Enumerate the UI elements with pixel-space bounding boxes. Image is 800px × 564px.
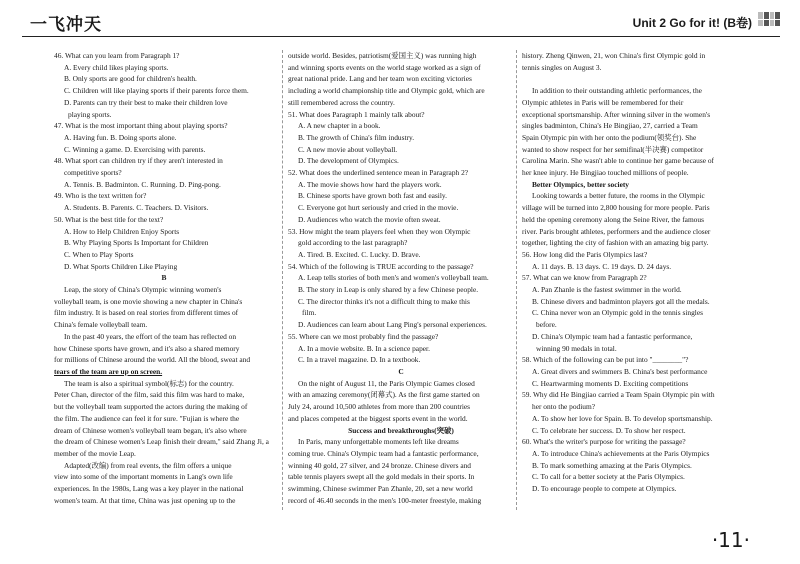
text-line: the dream of Chinese women's Leap finish their dream," said Zhang Ji, a bbox=[54, 437, 269, 447]
text-line: The team is also a spiritual symbol(标志) for the country. bbox=[64, 378, 234, 388]
text-line: experiences. In the 1980s, Lang was a key player in the national bbox=[54, 484, 244, 494]
text-line: C. In a travel magazine. D. In a textbook. bbox=[298, 355, 421, 365]
text-line: A. Tennis. B. Badminton. C. Running. D. Ping-pong. bbox=[64, 179, 221, 189]
text-line: tears of the team are up on screen. bbox=[54, 366, 163, 376]
text-line: Leap, the story of China's Olympic winning women's bbox=[64, 285, 222, 295]
text-line: wanted to show respect for her semifinal(半决赛) competitor bbox=[522, 144, 704, 154]
page-number: ·11· bbox=[711, 528, 750, 552]
text-line: women's team. At that time, China was just opening up to the bbox=[54, 495, 236, 505]
text-line: her onto the podium? bbox=[532, 402, 596, 412]
text-line: In addition to their outstanding athletic performances, the bbox=[532, 86, 702, 96]
text-line: gold according to the last paragraph? bbox=[298, 238, 408, 248]
text-line: C. Heartwarming moments D. Exciting competitions bbox=[532, 378, 689, 388]
text-line: A. A new chapter in a book. bbox=[298, 121, 381, 131]
column-left bbox=[54, 50, 274, 506]
text-line: singles badminton, China's He Bingjiao, 27, carried a Team bbox=[522, 121, 698, 131]
column-divider bbox=[282, 50, 283, 510]
text-line: 53. How might the team players feel when they won Olympic bbox=[288, 226, 471, 236]
text-line: 50. What is the best title for the text? bbox=[54, 214, 164, 224]
column-right bbox=[522, 50, 750, 495]
text-line: dream of Chinese women's volleyball team began, it's also where bbox=[54, 425, 247, 435]
text-line: A. 11 days. B. 13 days. C. 19 days. D. 24 days. bbox=[532, 261, 672, 271]
text-line: 59. Why did He Bingjiao carried a Team Spain Olympic pin with bbox=[522, 390, 715, 400]
column-middle bbox=[288, 50, 514, 506]
text-line: great national pride. Lang and her team won exciting victories bbox=[288, 74, 472, 84]
text-line: held the opening ceremony along the Seine River, the famous bbox=[522, 214, 704, 224]
text-line: outside world. Besides, patriotism(爱国主义) was running high bbox=[288, 51, 477, 60]
brand-logo: 一飞冲天 bbox=[30, 15, 102, 35]
text-line: film. bbox=[302, 308, 317, 318]
text-line: together, lighting the city of fashion with an amazing big party. bbox=[522, 238, 709, 248]
text-line: swimming, Chinese swimmer Pan Zhanle, 20, set a new world bbox=[288, 484, 473, 494]
text-line: C. When to Play Sports bbox=[64, 249, 134, 259]
text-line: In the past 40 years, the effort of the team has reflected on bbox=[64, 331, 237, 341]
text-line: Success and breakthroughs(突破) bbox=[348, 425, 454, 435]
text-line: with an amazing ceremony(闭幕式). As the first game started on bbox=[288, 390, 480, 400]
text-line: July 24, around 10,500 athletes from more than 200 countries bbox=[288, 402, 471, 412]
text-line: B. To mark something amazing at the Paris Olympics. bbox=[532, 460, 692, 470]
text-line: A. Pan Zhanle is the fastest swimmer in the world. bbox=[532, 285, 682, 295]
text-line: Better Olympics, better society bbox=[532, 179, 630, 189]
text-line: 54. Which of the following is TRUE according to the passage? bbox=[288, 261, 474, 271]
text-line: C bbox=[398, 366, 404, 376]
text-line: village will be turned into 2,800 housing for more people. Paris bbox=[522, 203, 710, 213]
text-line: film industry. It is based on real stories from different times of bbox=[54, 308, 239, 318]
text-line: Spain Olympic pin with her onto the podium(领奖台). She bbox=[522, 132, 697, 142]
text-line: C. To celebrate her success. D. To show her respect. bbox=[532, 425, 686, 435]
text-line: A. Having fun. B. Doing sports alone. bbox=[64, 132, 177, 142]
text-line: D. China's Olympic team had a fantastic performance, bbox=[532, 331, 693, 341]
text-line: Carolina Marin. She wasn't able to continue her game because of bbox=[522, 156, 714, 166]
text-line: 49. Who is the text written for? bbox=[54, 191, 147, 201]
text-line: D. Parents can try their best to make their children love bbox=[64, 97, 228, 107]
unit-title: Unit 2 Go for it! (B卷) bbox=[632, 16, 752, 30]
text-line: B. Only sports are good for children's health. bbox=[64, 74, 197, 84]
text-line: C. China never won an Olympic gold in the tennis singles bbox=[532, 308, 703, 318]
text-line: D. To encourage people to compete at Olympics. bbox=[532, 484, 677, 494]
text-line: record of 46.40 seconds in the men's 100-meter freestyle, making bbox=[288, 495, 482, 505]
text-line: 52. What does the underlined sentence mean in Paragraph 2? bbox=[288, 168, 469, 178]
text-line: A. Every child likes playing sports. bbox=[64, 62, 169, 72]
text-line: A. Tired. B. Excited. C. Lucky. D. Brave. bbox=[298, 249, 421, 259]
text-line: playing sports. bbox=[68, 109, 112, 119]
text-line: B bbox=[161, 273, 167, 283]
text-line: In Paris, many unforgettable moments left like dreams bbox=[298, 437, 459, 447]
text-line: 58. Which of the following can be put into "________"? bbox=[522, 355, 689, 365]
text-line: river. Paris brought athletes, performers and the audience closer bbox=[522, 226, 711, 236]
column-divider bbox=[516, 50, 517, 510]
text-line: China's female volleyball team. bbox=[54, 320, 148, 330]
text-line: view into some of the important moments in Lang's own life bbox=[54, 472, 233, 482]
text-line: 56. How long did the Paris Olympics last? bbox=[522, 249, 648, 259]
text-line: A. Leap tells stories of both men's and women's volleyball team. bbox=[298, 273, 489, 283]
text-line: A. Students. B. Parents. C. Teachers. D. Visitors. bbox=[64, 203, 209, 213]
text-line: C. Winning a game. D. Exercising with parents. bbox=[64, 144, 206, 154]
text-line: competitive sports? bbox=[64, 168, 122, 178]
text-line: C. To call for a better society at the Paris Olympics. bbox=[532, 472, 685, 482]
text-line: 47. What is the most important thing about playing sports? bbox=[54, 121, 228, 131]
text-line: and winning sports events on the world stage worked as a sign of bbox=[288, 62, 481, 72]
text-line: B. The story in Leap is only shared by a few Chinese people. bbox=[298, 285, 479, 295]
text-line: D. The development of Olympics. bbox=[298, 156, 399, 166]
text-line: still remembered across the country. bbox=[288, 97, 395, 107]
text-line: Olympic athletes in Paris will be remembered for their bbox=[522, 97, 684, 107]
text-line: C. Children will like playing sports if their parents force them. bbox=[64, 86, 249, 96]
text-line: 48. What sport can children try if they aren't interested in bbox=[54, 156, 223, 166]
text-line: 57. What can we know from Paragraph 2? bbox=[522, 273, 647, 283]
text-line: before. bbox=[536, 320, 557, 330]
text-line: but the volleyball team supported the actors during the making of bbox=[54, 402, 248, 412]
text-line: C. The director thinks it's not a difficult thing to make this bbox=[298, 296, 470, 306]
corner-decoration bbox=[758, 12, 780, 26]
text-line: 60. What's the writer's purpose for writing the passage? bbox=[522, 437, 686, 447]
text-line: 51. What does Paragraph 1 mainly talk about? bbox=[288, 109, 425, 119]
text-line: B. Why Playing Sports Is Important for Children bbox=[64, 238, 209, 248]
text-line: On the night of August 11, the Paris Olympic Games closed bbox=[298, 378, 475, 388]
text-line: the film. The audience can feel it for sure. "Fujian is where the bbox=[54, 413, 240, 423]
text-line: 55. Where can we most probably find the passage? bbox=[288, 331, 439, 341]
text-line: C. Everyone got hurt seriously and cried in the movie. bbox=[298, 203, 459, 213]
text-line: her knee injury. He Bingjiao touched millions of people. bbox=[522, 168, 689, 178]
text-line: A. Great divers and swimmers B. China's best performance bbox=[532, 366, 708, 376]
text-line bbox=[522, 73, 750, 85]
text-line: D. Audiences can learn about Lang Ping's personal experiences. bbox=[298, 320, 487, 330]
text-line: B. Chinese sports have grown both fast and easily. bbox=[298, 191, 447, 201]
text-line: 46. What can you learn from Paragraph 1? bbox=[54, 51, 180, 60]
text-line: A. In a movie website. B. In a science paper. bbox=[298, 343, 430, 353]
text-line: exceptional sportsmanship. After winning silver in the women's bbox=[522, 109, 711, 119]
text-line: Adapted(改编) from real events, the film offers a unique bbox=[64, 460, 232, 470]
text-line: B. Chinese divers and badminton players got all the medals. bbox=[532, 296, 710, 306]
text-line: winning 40 gold, 27 silver, and 24 bronze. Chinese divers and bbox=[288, 460, 472, 470]
text-line: table tennis players swept all the gold medals in their sports. In bbox=[288, 472, 475, 482]
text-line: D. Audiences who watch the movie often sweat. bbox=[298, 214, 441, 224]
text-line: A. To show her love for Spain. B. To develop sportsmanship. bbox=[532, 413, 713, 423]
text-line: how Chinese sports have grown, and it's also a shared memory bbox=[54, 343, 240, 353]
text-line: D. What Sports Children Like Playing bbox=[64, 261, 178, 271]
text-line: C. A new movie about volleyball. bbox=[298, 144, 398, 154]
text-line: and places competed at the biggest sports event in the world. bbox=[288, 413, 468, 423]
text-line: A. The movie shows how hard the players work. bbox=[298, 179, 442, 189]
text-line: tennis singles on August 3. bbox=[522, 62, 602, 72]
text-line: B. The growth of China's film industry. bbox=[298, 132, 415, 142]
header-rule bbox=[22, 36, 780, 37]
text-line: including a world championship title and Olympic gold, which are bbox=[288, 86, 485, 96]
text-line: history. Zheng Qinwen, 21, won China's first Olympic gold in bbox=[522, 51, 706, 60]
text-line: Looking towards a better future, the rooms in the Olympic bbox=[532, 191, 705, 201]
text-line: A. To introduce China's achievements at the Paris Olympics bbox=[532, 448, 710, 458]
text-line: volleyball team, is one movie showing a new chapter in China's bbox=[54, 296, 243, 306]
text-line: A. How to Help Children Enjoy Sports bbox=[64, 226, 180, 236]
text-line: for millions of Chinese around the world. All the blood, sweat and bbox=[54, 355, 251, 365]
text-line: coming true. China's Olympic team had a fantastic performance, bbox=[288, 448, 479, 458]
text-line: member of the movie Leap. bbox=[54, 448, 136, 458]
text-line: Peter Chan, director of the film, said this film was hard to make, bbox=[54, 390, 245, 400]
text-line: winning 90 medals in total. bbox=[536, 343, 617, 353]
